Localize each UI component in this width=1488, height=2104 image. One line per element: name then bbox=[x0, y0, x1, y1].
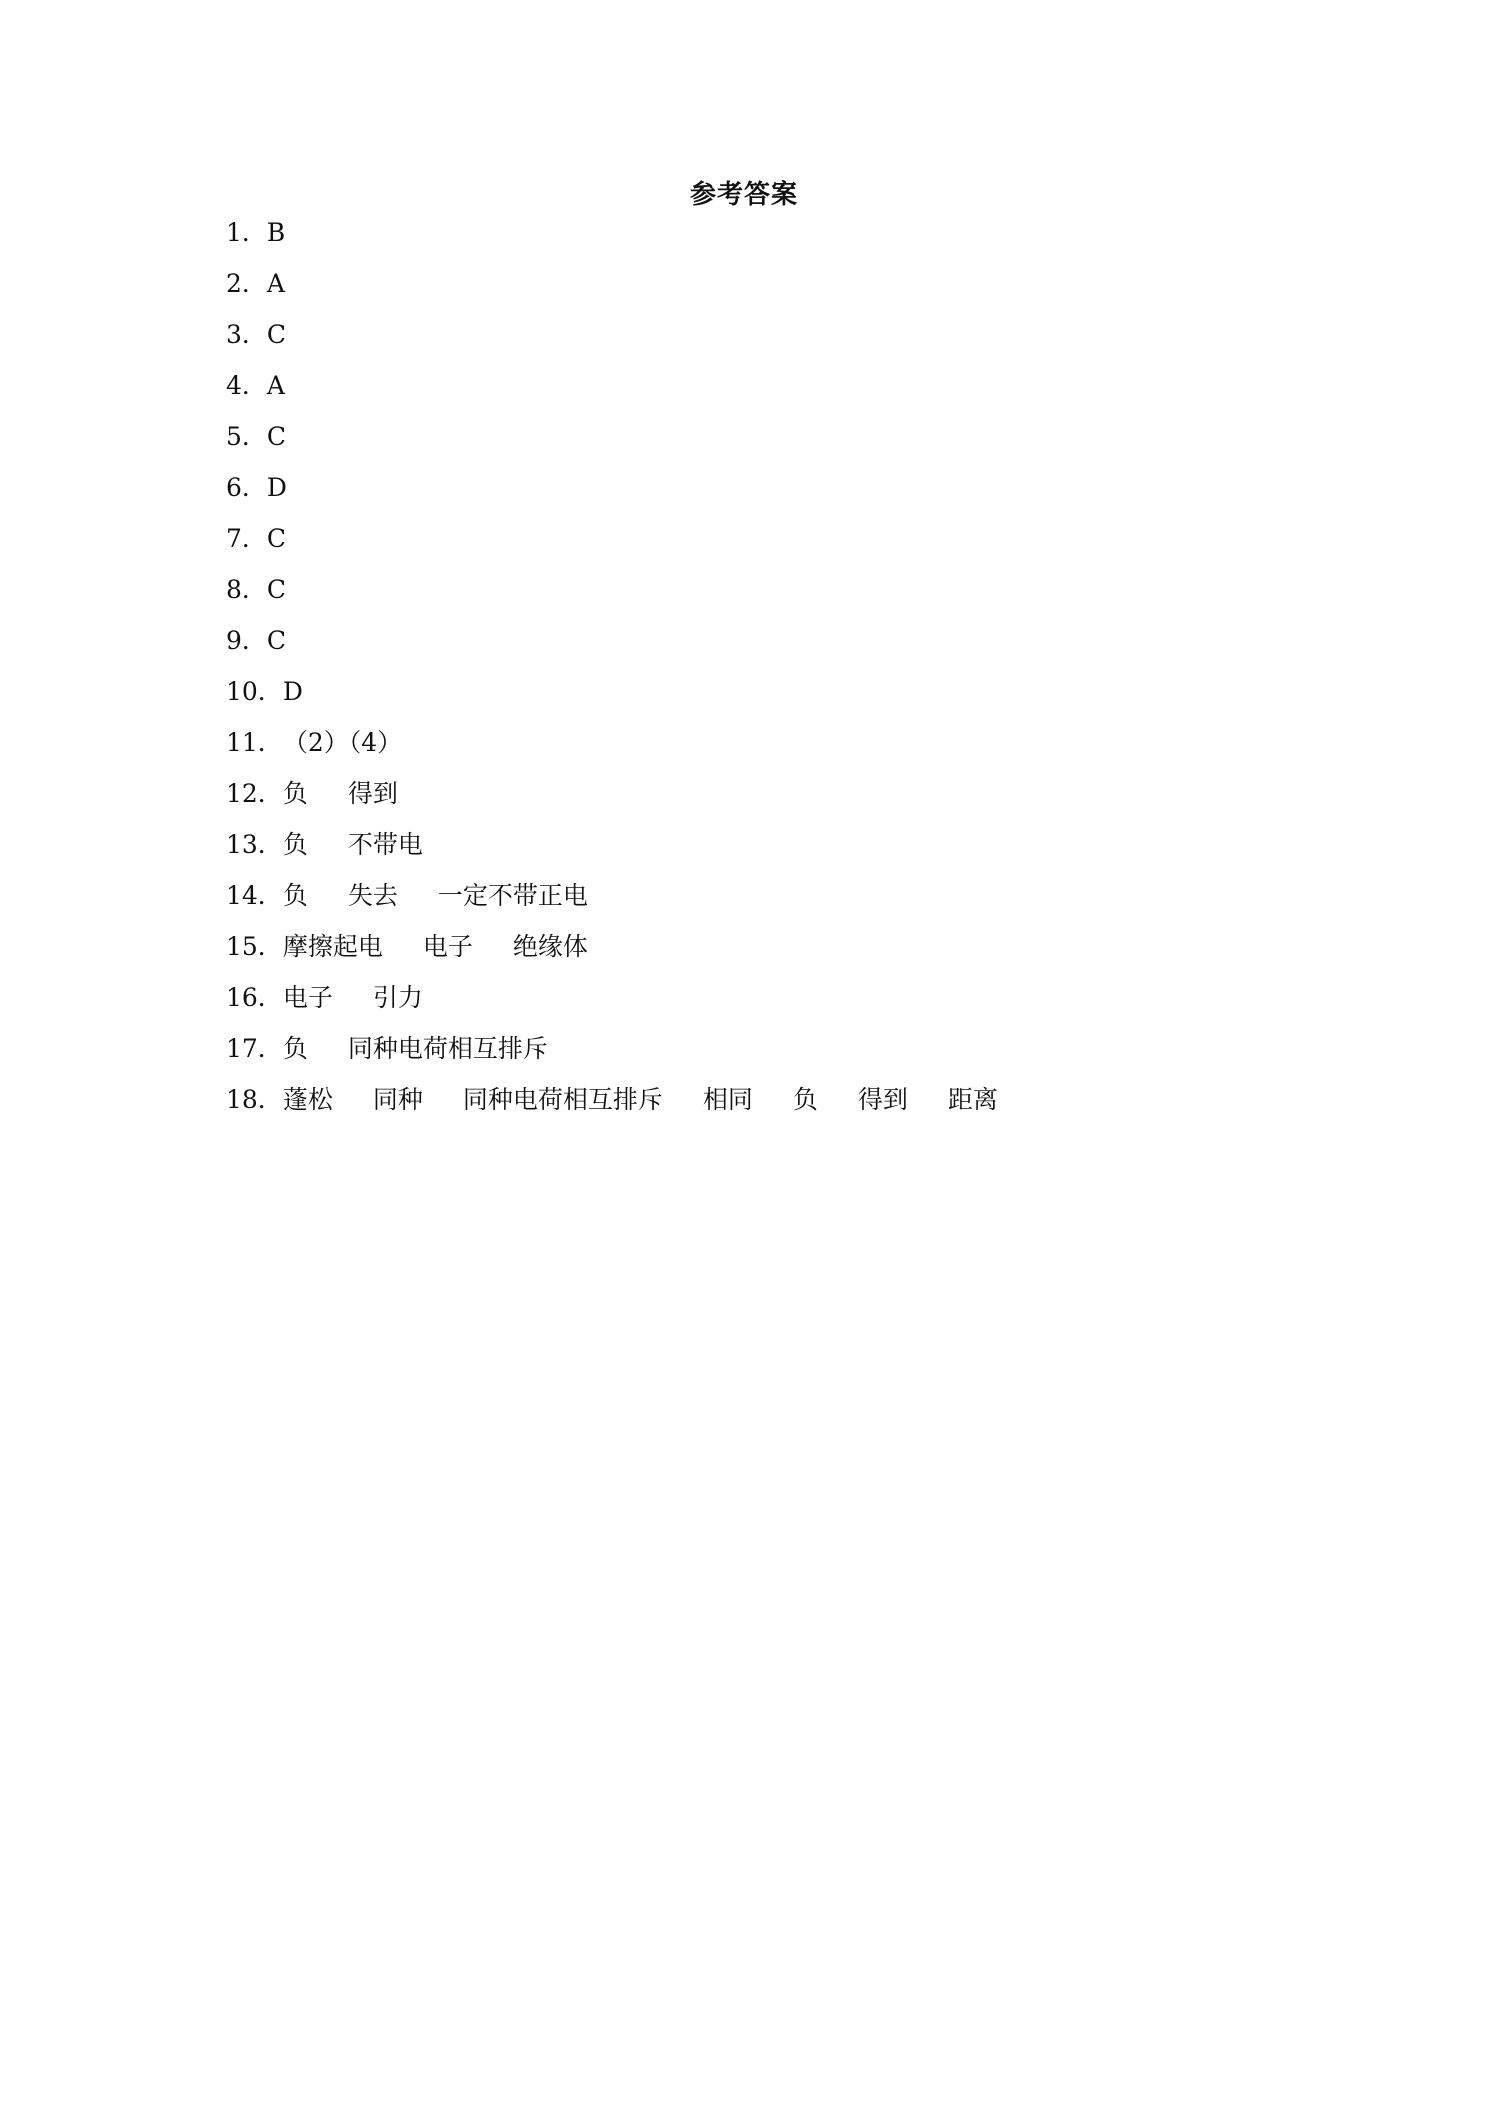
answer-number: 10． bbox=[226, 677, 283, 706]
answer-text: 负 bbox=[282, 881, 308, 910]
answer-text: 电子 bbox=[422, 932, 473, 961]
answer-text: B bbox=[266, 218, 286, 247]
answer-number: 18． bbox=[226, 1085, 283, 1114]
answer-item bbox=[226, 726, 998, 777]
answer-item bbox=[226, 369, 998, 420]
answer-item bbox=[226, 522, 998, 573]
answer-item bbox=[226, 1032, 998, 1083]
answer-number: 14． bbox=[226, 881, 283, 910]
answer-item bbox=[226, 471, 998, 522]
answer-text: D bbox=[282, 677, 303, 706]
answer-text: 负 bbox=[282, 830, 308, 859]
answer-number: 16． bbox=[226, 983, 283, 1012]
answer-text: 负 bbox=[792, 1085, 818, 1114]
answer-text: D bbox=[266, 473, 287, 502]
answer-text: C bbox=[266, 575, 287, 604]
answer-number: 7． bbox=[226, 524, 267, 553]
answer-item bbox=[226, 777, 998, 828]
answer-text: 失去 bbox=[347, 881, 398, 910]
answer-text: 相同 bbox=[702, 1085, 753, 1114]
answer-item bbox=[226, 675, 998, 726]
answer-number: 6． bbox=[226, 473, 267, 502]
answer-item bbox=[226, 1083, 998, 1134]
answer-text: C bbox=[266, 626, 287, 655]
answer-text: 一定不带正电 bbox=[437, 881, 588, 910]
answer-text: 负 bbox=[282, 779, 308, 808]
answer-number: 11． bbox=[226, 728, 283, 757]
answer-text: 不带电 bbox=[347, 830, 423, 859]
answer-number: 5． bbox=[226, 422, 267, 451]
answer-number: 9． bbox=[226, 626, 267, 655]
answer-text: 摩擦起电 bbox=[282, 932, 383, 961]
answer-text: 同种电荷相互排斥 bbox=[347, 1034, 548, 1063]
answer-number: 12． bbox=[226, 779, 283, 808]
answer-text: 绝缘体 bbox=[512, 932, 588, 961]
answer-item bbox=[226, 420, 998, 471]
answer-item bbox=[226, 216, 998, 267]
answer-text: 得到 bbox=[857, 1085, 908, 1114]
answer-number: 13． bbox=[226, 830, 283, 859]
answer-text: C bbox=[266, 422, 287, 451]
answer-item bbox=[226, 318, 998, 369]
answer-text: 负 bbox=[282, 1034, 308, 1063]
answer-number: 3． bbox=[226, 320, 267, 349]
answer-text: 蓬松 bbox=[282, 1085, 333, 1114]
answer-text: A bbox=[266, 269, 285, 298]
answer-text: 同种 bbox=[372, 1085, 423, 1114]
answer-text: A bbox=[266, 371, 285, 400]
answer-number: 1． bbox=[226, 218, 267, 247]
answer-number: 8． bbox=[226, 575, 267, 604]
answer-text: 距离 bbox=[947, 1085, 998, 1114]
answer-item bbox=[226, 879, 998, 930]
answer-number: 4． bbox=[226, 371, 267, 400]
answer-text: 电子 bbox=[282, 983, 333, 1012]
answer-item bbox=[226, 828, 998, 879]
answer-text: 同种电荷相互排斥 bbox=[462, 1085, 663, 1114]
answer-item bbox=[226, 624, 998, 675]
answer-text: 引力 bbox=[372, 983, 423, 1012]
answer-item bbox=[226, 267, 998, 318]
answer-text: 得到 bbox=[347, 779, 398, 808]
answer-list bbox=[226, 216, 998, 1134]
answer-item bbox=[226, 981, 998, 1032]
answer-number: 2． bbox=[226, 269, 267, 298]
answer-text: C bbox=[266, 320, 287, 349]
answer-number: 15． bbox=[226, 932, 283, 961]
answer-item bbox=[226, 930, 998, 981]
answer-item bbox=[226, 573, 998, 624]
page-title: 参考答案 bbox=[689, 180, 798, 210]
answer-text: （2）（4） bbox=[282, 728, 403, 757]
answer-text: C bbox=[266, 524, 287, 553]
answer-number: 17． bbox=[226, 1034, 283, 1063]
